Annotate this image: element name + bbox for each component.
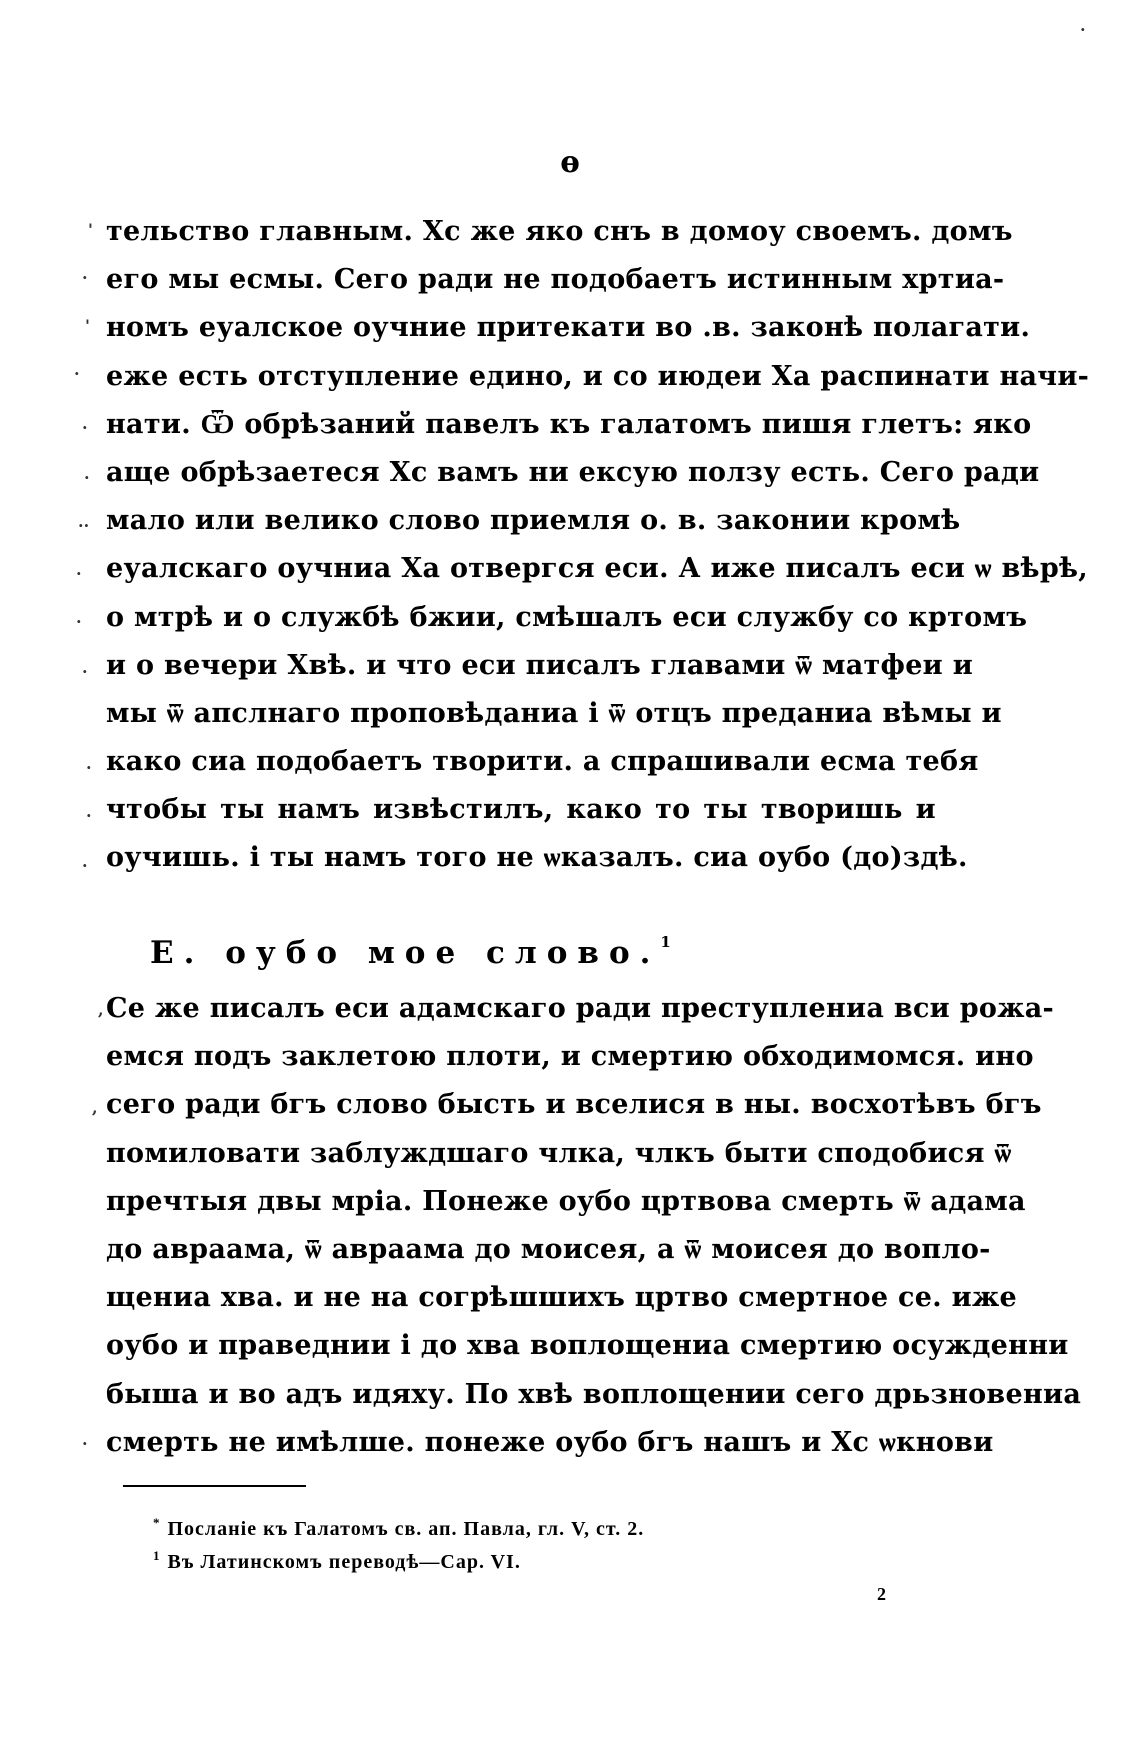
- text-line: еже есть отступление едино, и со июдеи Ха распинати начи-: [106, 360, 1090, 392]
- footnote-ref: 1: [660, 933, 671, 951]
- text-line: еуалскаго оучниа Ха отвергся еси. А иже писалъ еси ѡ вѣрѣ,: [106, 553, 1088, 585]
- text-line: оубо и праведнии і до хва воплощениа смертию осужденни: [106, 1330, 1069, 1362]
- text-line: емся подъ заклетою плоти, и смертию обходимомся. ино: [106, 1041, 1034, 1073]
- text-line: нати. Ѿ обрѣзаний павелъ къ галатомъ пишя глетъ: яко: [106, 408, 1032, 440]
- scan-speck: ·: [82, 268, 88, 287]
- text-line: сего ради бгъ слово бысть и вселися в ны. восхотѣвъ бгъ: [106, 1089, 1042, 1121]
- text-line: его мы есмы. Сего ради не подобаетъ истинным хртиа-: [106, 264, 1005, 296]
- scan-speck: ·: [82, 856, 88, 875]
- text-line: Се же писалъ еси адамскаго ради преступлениа вси рожа-: [106, 993, 1055, 1024]
- text-line: пречтыя двы мрiа. Понеже оубо цртвова смерть ѿ адама: [106, 1185, 1026, 1217]
- section-heading: [150, 922, 671, 973]
- text-line: до авраама, ѿ авраама до моисея, а ѿ моисея до вопло-: [106, 1233, 991, 1265]
- scan-speck: ·: [82, 1434, 88, 1453]
- text-line: смерть не имѣлше. понеже оубо бгъ нашъ и Хс ѡкнови: [106, 1426, 994, 1458]
- scan-speck: ·: [82, 662, 88, 681]
- scan-speck: ·: [86, 758, 92, 777]
- text-line: быша и во адъ идяху. По хвѣ воплощении сего дрьзновениа: [106, 1378, 1082, 1410]
- scan-speck: ': [88, 220, 93, 239]
- text-line: чтобы ты намъ извѣстилъ, како то ты творишь и: [106, 794, 936, 826]
- text-line: тельство главным. Хс же яко снъ в домоу своемъ. домъ: [106, 216, 1013, 247]
- footnote-mark: 1: [153, 1548, 160, 1563]
- scan-speck: ': [85, 316, 90, 335]
- section-heading-text: Е. оубо мое слово.: [150, 935, 661, 971]
- text-line: оучишь. і ты намъ того не ѡказалъ. сиа оубо (до)здѣ.: [106, 842, 968, 874]
- body-text-bottom: [106, 985, 1082, 1467]
- scan-speck: ·: [82, 418, 88, 437]
- body-text-top: [106, 208, 1090, 883]
- scan-speck: ,: [98, 1000, 104, 1019]
- text-line: и о вечери Хвѣ. и что еси писалъ главами ѿ матфеи и: [106, 649, 974, 681]
- scan-speck: ·: [86, 806, 92, 825]
- page-number: ѳ: [560, 145, 580, 180]
- scan-speck: ·: [74, 364, 80, 383]
- scan-speck: ,: [92, 1098, 98, 1117]
- footnote-text: Посланіе къ Галатомъ св. ап. Павла, гл. V, ст. 2.: [167, 1518, 645, 1540]
- text-line: аще обрѣзаетеся Хс вамъ ни ексую ползу есть. Сего ради: [106, 456, 1040, 488]
- scan-speck: ·: [76, 564, 82, 583]
- text-line: како сиа подобаетъ творити. а спрашивали есма тебя: [106, 746, 979, 778]
- footnote-divider: [123, 1485, 306, 1487]
- scan-speck: ·: [84, 468, 90, 487]
- scan-speck: ·: [1080, 20, 1086, 39]
- text-line: о мтрѣ и о службѣ бжии, смѣшалъ еси службу со кртомъ: [106, 601, 1028, 633]
- footnote: [153, 1542, 521, 1576]
- scan-speck: ··: [78, 516, 90, 535]
- text-line: мы ѿ апслнаго проповѣданиа і ѿ отцъ преданиа вѣмы и: [106, 697, 1002, 729]
- footnote: [153, 1509, 644, 1543]
- text-line: номъ еуалское оучние притекати во .в. законѣ полагати.: [106, 312, 1031, 344]
- text-line: мало или велико слово приемля о. в. законии кромѣ: [106, 505, 961, 537]
- footnote-mark: *: [153, 1515, 160, 1530]
- scan-speck: ·: [76, 612, 82, 631]
- signature-mark: 2: [877, 1584, 886, 1604]
- footnote-text: Въ Латинскомъ переводѣ—Cap. VI.: [167, 1551, 521, 1573]
- text-line: щениа хва. и не на согрѣшшихъ цртво смертное се. иже: [106, 1282, 1018, 1314]
- text-line: помиловати заблуждшаго члка, члкъ быти сподобися ѿ: [106, 1137, 1012, 1169]
